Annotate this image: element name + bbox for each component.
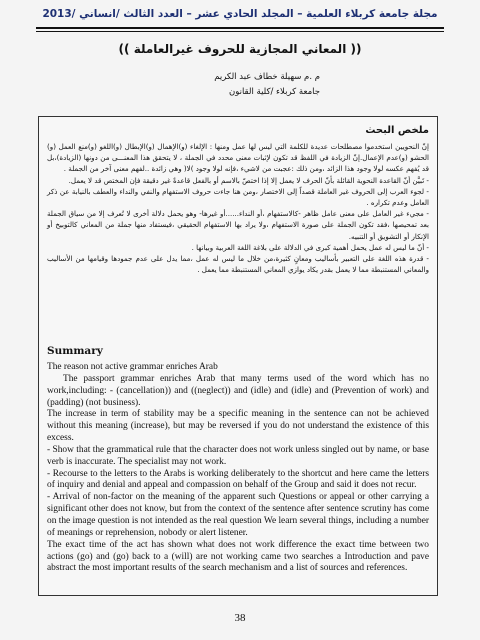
arabic-paragraph: - أنّ ما ليس له عمل يحمل أهمية كبرى في الدلالة على بلاغة اللغة العربية وبيانها . bbox=[191, 242, 429, 252]
header-rule-thin bbox=[36, 31, 444, 32]
summary-paragraph: - Arrival of non-factor on the meaning of the apparent such Questions or appeal or other carrying a significant other does not know, but from the context of the sentence after sentence scrutiny has come on the image question is not intended as the real question We learn several things, including a number of meanings or reprehension, nobody or alert listener. bbox=[47, 492, 429, 538]
summary-body bbox=[47, 362, 429, 575]
summary-paragraph: The exact time of the act has shown what does not work difference the exact time between two actions (go) and (go) back to a (will) are not working came two searches a Introduction and pave abstract the most important results of the search mechanism and a list of sources and references. bbox=[47, 539, 429, 574]
summary-paragraph: - Recourse to the letters to the Arabs is working deliberately to the shortcut and here came the letters of inquiry and denial and appeal and compassion on behalf of the Group and said it does not recur. bbox=[47, 468, 429, 491]
paper-title: (( المعاني المجازية للحروف غيرالعاملة )) bbox=[118, 42, 362, 56]
arabic-paragraph: - لجوء العرب إلى الحروف غير العاملة قصداً إلى الاختصار ،ومن هنا جاءت حروف الاستفهام والنفي والنداء والعطف بالنيابة عن ذكر العامل وعدم تكراره . bbox=[47, 186, 429, 208]
author-name: م .م سهيلة خطاف عبد الكريم bbox=[214, 72, 320, 82]
abstract-box bbox=[38, 116, 438, 596]
journal-header: مجلة جامعة كربلاء العلمية – المجلد الحادي عشر – العدد الثالث /انساني /2013 bbox=[42, 8, 438, 20]
header-rule bbox=[36, 27, 444, 29]
author-affiliation: جامعة كربلاء /كلية القانون bbox=[228, 87, 320, 97]
page-number: 38 bbox=[234, 612, 246, 624]
arabic-paragraph: - مجيء غير العامل على معنى عامل ظاهر -كالاستفهام ،أو النداء......أو غيرها- وهو يحمل دلالة أخرى لا تُعرف إلا من سياق الجملة بعد تمحيصها ،فقد تكون الجملة على صورة الاستفهام ،ولا يراد بها الاستفهام الحقيقي ،فيستفاد منها جملة من المعاني كالتوبيخ أو الإنكار أو التشويق أو التنبيه. bbox=[47, 209, 429, 241]
arabic-abstract-body bbox=[47, 141, 429, 275]
arabic-paragraph: - تَبيَّن أنّ القاعدة النحوية القائلة بأنّ الحرف لا يعمل إلا إذا اختصّ بالاسم أو بالفعل قاعدةٌ غير دقيقة فإن المختص قد لا يعمل. bbox=[68, 175, 429, 185]
arabic-paragraph: إنّ النحويين استخدموا مصطلحات عديدة للكلمة التي ليس لها عمل ومنها : الإلغاء (و)الإهمال (و)الإبطال (و)اللغو (و)منع العمل (و) الحشو (و)عدم الإعمال.إنّ الزيادة في اللفظ قد تكون لإثبات معنى محدد في الجملة ، لا يتحقق هذا المعنـــى من دونها (الزيادة)،بل قد يُفهم عكسه لولا وجود هذا الزائد ،ومن ذلك :عجبت من لاشيء ،فإنه لولا وجود )لا( وهي زائدة ..لفهم معنى آخر من الجملة . bbox=[47, 142, 429, 174]
arabic-paragraph: - قدرة هذه اللغة على التعبير بأساليب ومعانٍ كثيرة،من خلال ما ليس له عمل ،مما يدل على عدم جمودها وقيامها من الأساليب والمعاني المستنبطة مما لا يعمل بقدر يكاد يوازي المعاني المستنبطة مما يعمل . bbox=[47, 254, 429, 275]
summary-paragraph: - Show that the grammatical rule that the character does not work unless singled out by name, or base verb is inaccurate. The specialist may not work. bbox=[47, 444, 429, 467]
summary-paragraph: The reason not active grammar enriches Arab bbox=[47, 362, 218, 372]
summary-paragraph: The increase in term of stability may be a specific meaning in the sentence can not be achieved without this meaning (increase), but may be reversed if you do not understand the existence of this excess. bbox=[47, 409, 429, 444]
summary-heading: Summary bbox=[47, 345, 103, 357]
arabic-abstract-heading: ملخص البحث bbox=[365, 125, 429, 136]
author-block bbox=[120, 70, 320, 100]
summary-paragraph: The passport grammar enriches Arab that many terms used of the word which has no work,including: - (cancellation)) and ((neglect)) and (idle) and (idle) and (Prevention of work) and (padding) (not business). bbox=[47, 373, 429, 408]
